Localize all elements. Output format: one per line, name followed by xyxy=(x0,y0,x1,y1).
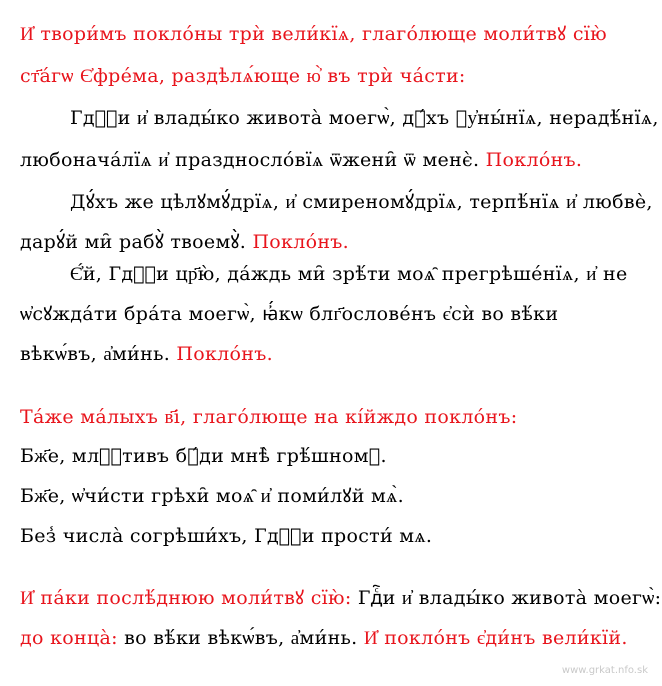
rubric-text: до конца̀: xyxy=(20,627,125,649)
prayer-text: любонача́лїѧ и҆ праздносло́вїѧ ѿжени̑ ѿ менє̀. xyxy=(20,149,486,171)
prayer-text: Є҆́й, Гдⷭ҇и цр҃ю̀, да́ждь ми̑ зрѣ́ти моѧ̑ прегрѣше́нїѧ, и҆ не xyxy=(70,263,628,285)
short-prayer-2 xyxy=(20,484,642,508)
prayer-text: Дꙋ́хъ же цѣлꙋмꙋ́дрїѧ, и҆ смиреномꙋ́дрїѧ, терпѣ́нїѧ и҆ любвѐ, xyxy=(70,191,653,213)
final-line-2 xyxy=(20,626,642,650)
prayer-text: Гдⷭ҇и и҆ влады́ко живота̀ моегѡ̀: xyxy=(357,587,662,609)
bow-rubric: Покло́нъ. xyxy=(252,231,350,253)
prayer-line-3 xyxy=(70,190,653,214)
prayer-line-1 xyxy=(70,106,659,130)
final-line-1 xyxy=(20,586,662,610)
prayer-text: вѣкѡ́въ, а҆ми́нь. xyxy=(20,343,177,365)
short-prayer-3 xyxy=(20,524,642,548)
rubric-line-1 xyxy=(20,22,642,46)
bow-rubric: Покло́нъ. xyxy=(485,149,583,171)
prayer-text: Бж҃е, ѡ҆чи́сти грѣхи̑ моѧ̑ и҆ поми́лꙋй мѧ̀. xyxy=(20,485,404,507)
short-prayer-1 xyxy=(20,444,642,468)
rubric-text: И҆ покло́нъ є҆ди́нъ вели́кїй. xyxy=(363,627,628,649)
prayer-text: дарꙋ́й ми̑ рабꙋ̀ твоемꙋ̀. xyxy=(20,231,253,253)
prayer-text: во вѣ́ки вѣкѡ́въ, а҆ми́нь. xyxy=(124,627,364,649)
rubric-line-3 xyxy=(20,405,642,429)
rubric-text: Та́же ма́лыхъ в҃і, глаго́люще на кі́йждо покло́нъ: xyxy=(20,406,518,428)
prayer-text: Без̾ числа̀ согрѣши́хъ, Гдⷭ҇и прости́ мѧ. xyxy=(20,525,433,547)
bow-rubric: Покло́нъ. xyxy=(176,343,273,365)
prayer-text: Бж҃е, млⷭ҇тивъ бꙋ́ди мнѣ̀ грѣ́шномꙋ. xyxy=(20,445,387,467)
watermark: www.grkat.nfo.sk xyxy=(561,665,648,676)
prayer-line-5 xyxy=(70,262,642,286)
rubric-text: И҆ твори́мъ покло́ны трѝ вели́кїѧ, глаго́люще моли́твꙋ сїю̀ xyxy=(20,23,608,45)
rubric-line-2 xyxy=(20,64,642,88)
rubric-text: ст҃а́гѡ Є҆фре́ма, раздѣлѧ́юще ю҆̀ въ трѝ ча́сти: xyxy=(20,65,466,87)
prayer-text: ѡ҆сꙋжда́ти бра́та моегѡ̀, ꙗ҆́кѡ блг҃ослове́нъ є҆сѝ во вѣ́ки xyxy=(20,303,559,325)
prayer-line-4 xyxy=(20,230,642,254)
rubric-text: И҆ па́ки послѣ́днюю моли́твꙋ сїю̀: xyxy=(20,587,358,609)
prayer-line-7 xyxy=(20,342,642,366)
prayer-text: Гдⷭ҇и и҆ влады́ко живота̀ моегѡ̀, дꙋ́хъ ᲂу҆ны́нїѧ, нерадѣ́нїѧ, xyxy=(70,107,659,129)
prayer-line-6 xyxy=(20,302,642,326)
prayer-line-2 xyxy=(20,148,642,172)
